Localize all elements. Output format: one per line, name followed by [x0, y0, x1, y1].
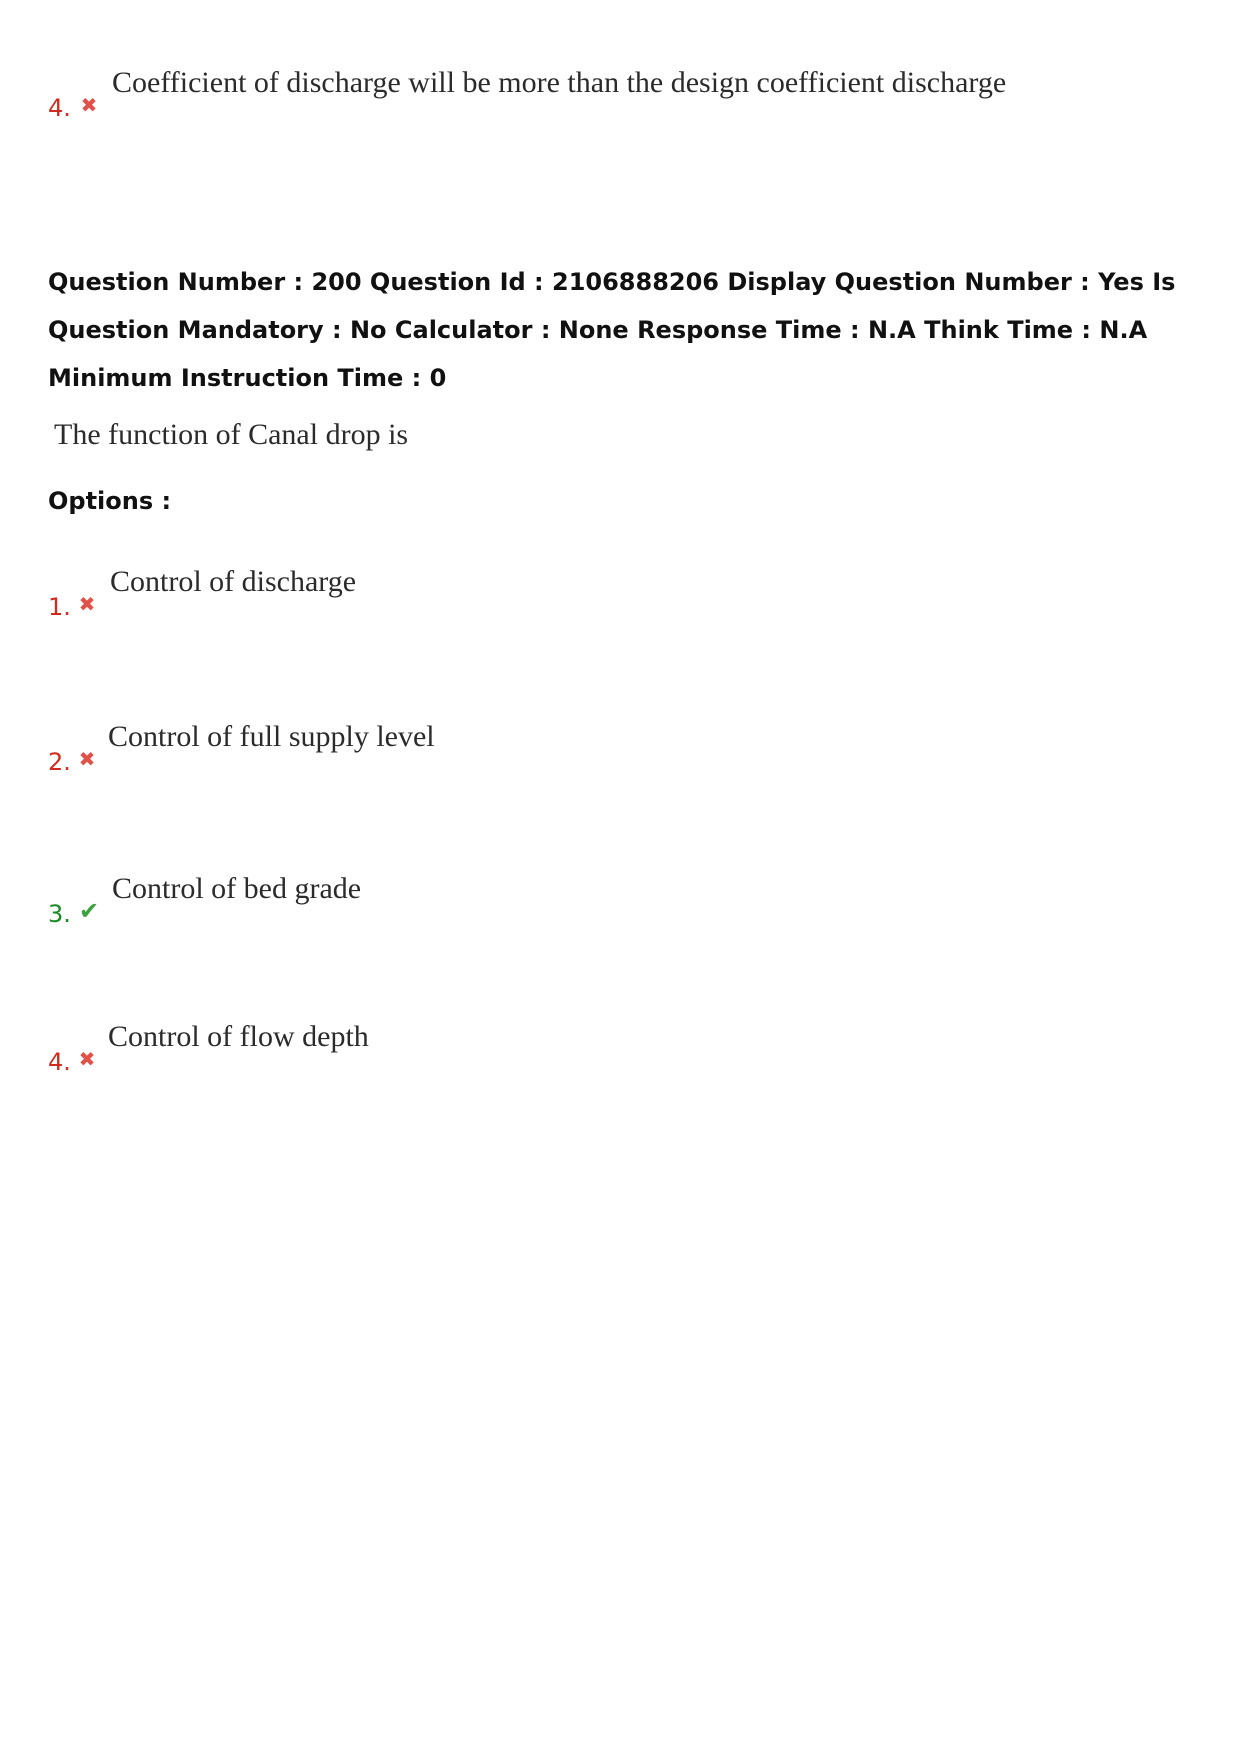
option-number: 1.: [48, 593, 71, 621]
option-1: [48, 565, 1148, 625]
option-number: 3.: [48, 900, 71, 928]
option-text: Control of bed grade: [112, 872, 362, 905]
option-2: [48, 720, 1148, 780]
option-number: 4.: [48, 1048, 71, 1076]
option-text: Coefficient of discharge will be more than the design coefficient discharge: [112, 66, 1007, 99]
option-4: [48, 1020, 1148, 1080]
cross-icon: ✖: [78, 592, 96, 616]
check-icon: ✔: [78, 897, 100, 925]
options-label: Options :: [48, 487, 172, 515]
question-text: The function of Canal drop is: [54, 418, 409, 451]
option-text: Control of flow depth: [108, 1020, 369, 1053]
cross-icon: ✖: [78, 1047, 96, 1071]
question-meta: Question Number : 200 Question Id : 2106888206 Display Question Number : Yes Is Question Mandatory : No Calculator : None Response Time : N.A Think Time : N.A Minimum Instruction Time : 0: [48, 268, 1176, 392]
option-number: 2.: [48, 748, 71, 776]
cross-icon: ✖: [80, 93, 98, 117]
option-text: Control of full supply level: [108, 720, 435, 753]
option-number: 4.: [48, 94, 71, 122]
option-3: [48, 872, 1148, 932]
prev-option-4: [48, 66, 1148, 126]
option-text: Control of discharge: [110, 565, 357, 598]
cross-icon: ✖: [78, 747, 96, 771]
